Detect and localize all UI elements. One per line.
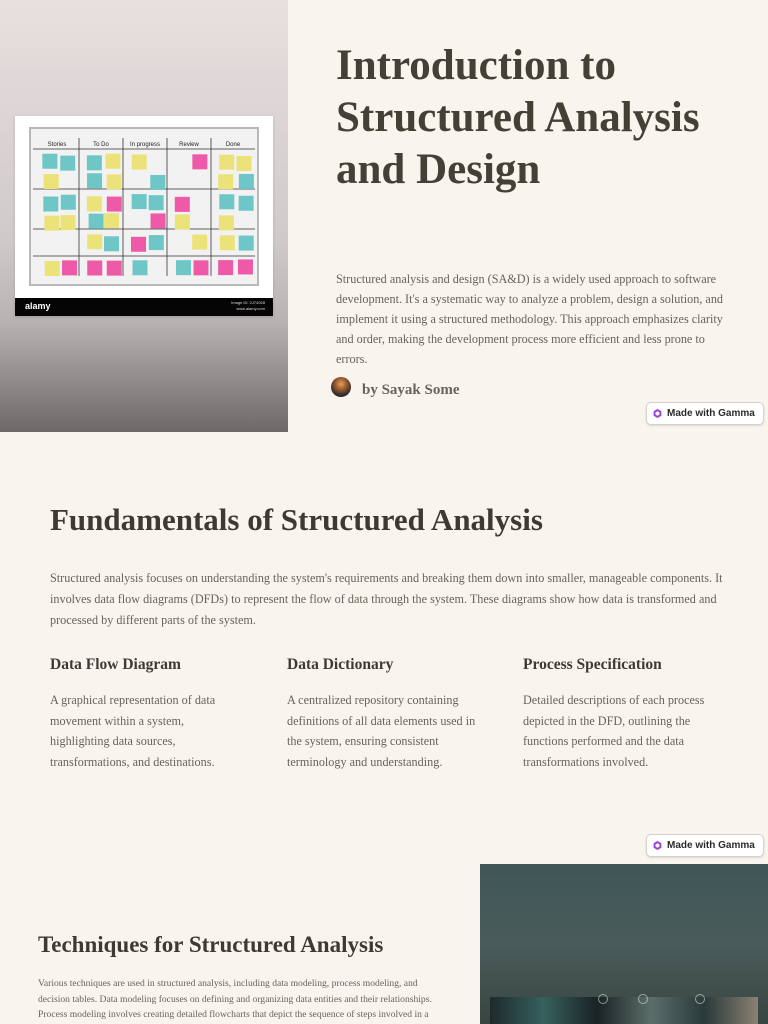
sticky-note: [176, 260, 191, 275]
badge-label: Made with Gamma: [667, 840, 755, 851]
title-slide: [0, 0, 768, 432]
board-column-label: To Do: [93, 142, 109, 148]
author-avatar: [331, 377, 351, 397]
watermark-icon: [695, 994, 705, 1004]
sticky-note: [218, 260, 233, 275]
sticky-note: [107, 174, 122, 189]
office-photo-inset: [490, 997, 758, 1024]
section-title: Fundamentals of Structured Analysis: [50, 502, 543, 537]
sticky-note: [87, 234, 102, 249]
sticky-note: [132, 260, 147, 275]
office-photo: [480, 864, 768, 1024]
column-heading: Data Dictionary: [287, 656, 394, 673]
board-column-label: In progress: [129, 142, 161, 148]
column-text: A centralized repository containing definitions of all data elements used in the system, ensuring consistent terminology and understanding.: [287, 693, 476, 769]
sticky-note: [237, 156, 252, 171]
image-url-text: www.alamy.com: [236, 306, 265, 311]
section-paragraph: Various techniques are used in structured analysis, including data modeling, process modeling, and decision tables. Data modeling focuses on defining and organizing data entities and their relationships. Process modeling involves creating detailed flowcharts that depict the sequence of steps involved in a: [38, 978, 432, 1020]
sticky-note: [107, 261, 122, 276]
sticky-note: [220, 235, 235, 250]
sticky-note: [62, 260, 77, 275]
sticky-note: [45, 261, 60, 276]
sticky-note: [175, 197, 190, 212]
sticky-note: [132, 154, 147, 169]
cover-image-panel: [0, 0, 288, 432]
sticky-note: [132, 194, 147, 209]
feature-column-data-dictionary: [287, 656, 477, 772]
made-with-gamma-badge[interactable]: [646, 834, 764, 857]
sticky-note: [87, 196, 102, 211]
sticky-note: [60, 156, 75, 171]
section-title: Techniques for Structured Analysis: [38, 932, 384, 957]
column-text: A graphical representation of data movement within a system, highlighting data sources, transformations, and destinations.: [50, 693, 216, 769]
sticky-note: [60, 215, 75, 230]
sticky-note: [239, 174, 254, 189]
board-column-label: Review: [179, 142, 199, 148]
fundamentals-slide: [0, 432, 768, 864]
sticky-note: [239, 196, 254, 211]
image-id-text: Image ID: 2J74928: [231, 300, 265, 305]
alamy-logo: alamy: [25, 301, 51, 311]
gamma-logo-icon: [653, 409, 662, 418]
sticky-note: [192, 235, 207, 250]
page-title: Introduction to Structured Analysis and Design: [336, 42, 700, 193]
sticky-note: [238, 259, 253, 274]
sticky-note: [218, 174, 233, 189]
sticky-note: [87, 260, 102, 275]
sticky-note: [150, 175, 165, 190]
sticky-note: [151, 213, 166, 228]
sticky-note: [44, 216, 59, 231]
sticky-note: [239, 236, 254, 251]
watermark-bar: [15, 298, 273, 316]
kanban-board-photo: [15, 116, 273, 316]
watermark-icon: [598, 994, 608, 1004]
techniques-slide: [0, 864, 768, 1024]
sticky-note: [149, 235, 164, 250]
sticky-note: [61, 195, 76, 210]
feature-column-data-flow-diagram: [50, 656, 240, 772]
sticky-note: [219, 215, 234, 230]
sticky-note: [219, 194, 234, 209]
sticky-note: [107, 197, 122, 212]
sticky-note: [219, 155, 234, 170]
sticky-note: [105, 154, 120, 169]
sticky-note: [175, 214, 190, 229]
badge-label: Made with Gamma: [667, 408, 755, 419]
author-name: by Sayak Some: [362, 382, 460, 398]
feature-column-process-specification: [523, 656, 713, 772]
made-with-gamma-badge[interactable]: [646, 402, 764, 425]
sticky-note: [44, 174, 59, 189]
sticky-note: [131, 237, 146, 252]
sticky-note: [192, 154, 207, 169]
sticky-note: [194, 260, 209, 275]
kanban-board-illustration: [15, 116, 273, 298]
sticky-note: [89, 214, 104, 229]
gamma-logo-icon: [653, 841, 662, 850]
sticky-note: [104, 236, 119, 251]
sticky-note: [42, 154, 57, 169]
board-column-label: Done: [225, 142, 241, 148]
column-text: Detailed descriptions of each process depicted in the DFD, outlining the functions performed and the data transformations involved.: [523, 693, 705, 769]
board-column-label: Stories: [47, 142, 67, 148]
section-paragraph: Structured analysis focuses on understanding the system's requirements and breaking them down into smaller, manageable components. It involves data flow diagrams (DFDs) to represent the flow of data through the system. These diagrams show how data is transformed and processed by different parts of the system.: [50, 571, 723, 627]
sticky-note: [149, 195, 164, 210]
watermark-icon: [638, 994, 648, 1004]
intro-paragraph: Structured analysis and design (SA&D) is a widely used approach to software development. It's a systematic way to analyze a problem, design a solution, and implement it using a structured methodology. This approach emphasizes clarity and order, making the development process more efficient and less prone to errors.: [336, 272, 724, 366]
sticky-note: [104, 213, 119, 228]
column-heading: Data Flow Diagram: [50, 656, 181, 673]
watermark-meta: [231, 300, 265, 312]
column-heading: Process Specification: [523, 656, 662, 673]
sticky-note: [43, 197, 58, 212]
sticky-note: [87, 155, 102, 170]
sticky-note: [87, 173, 102, 188]
